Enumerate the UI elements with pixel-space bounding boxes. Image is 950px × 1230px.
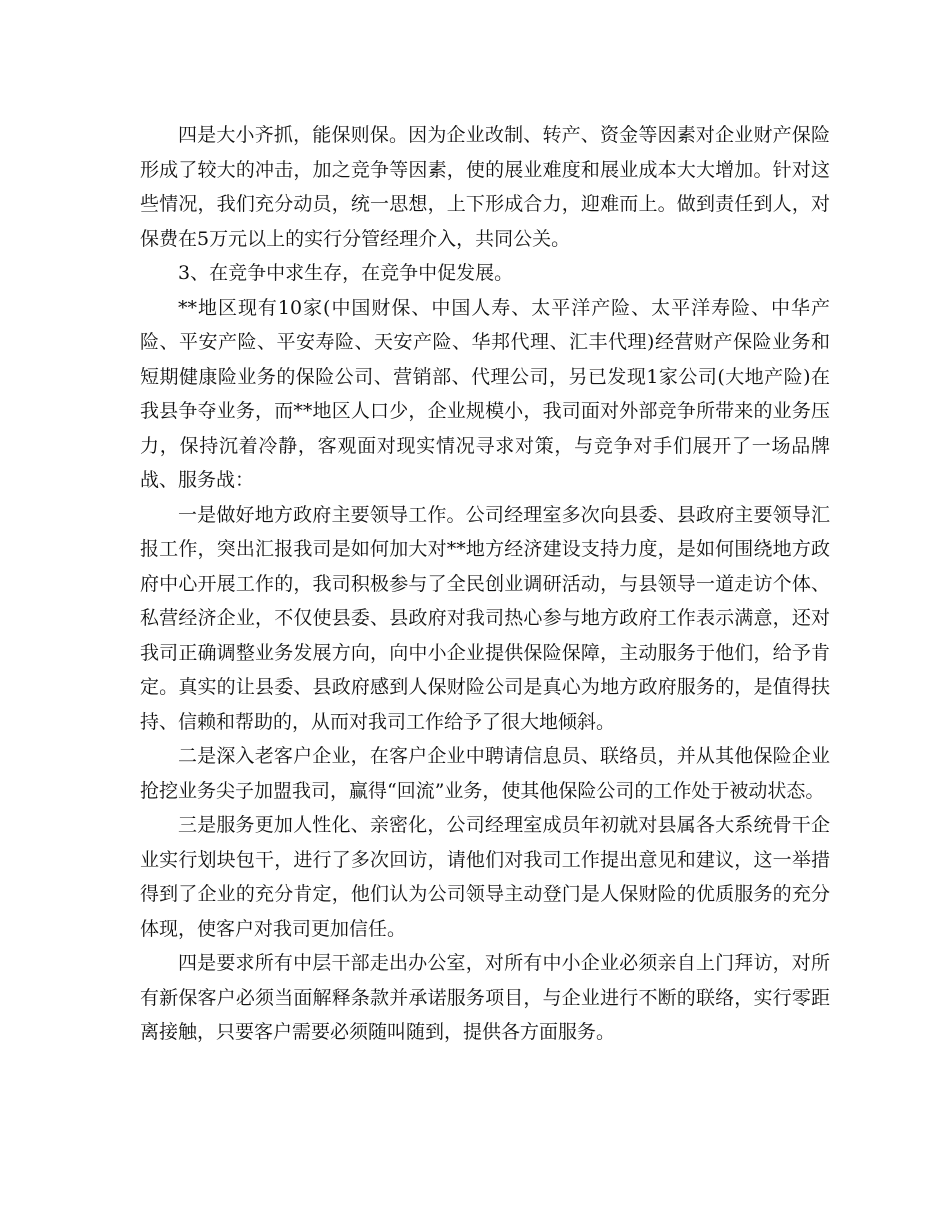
- paragraph-point-four-coverage: 四是大小齐抓，能保则保。因为企业改制、转产、资金等因素对企业财产保险形成了较大的冲击，加之竞争等因素，使的展业难度和展业成本大大增加。针对这些情况，我们充分动员，统一思想，上下形成合力，迎难而上。做到责任到人，对保费在5万元以上的实行分管经理介入，共同公关。: [140, 124, 830, 250]
- section-heading-competition: 3、在竞争中求生存，在竞争中促发展。: [178, 262, 514, 284]
- paragraph-point-one-government: 一是做好地方政府主要领导工作。公司经理室多次向县委、县政府主要领导汇报工作，突出汇报我司是如何加大对**地方经济建设支持力度，是如何围绕地方政府中心开展工作的，我司积极参与了全民创业调研活动，与县领导一道走访个体、私营经济企业，不仅使县委、县政府对我司热心参与地方政府工作表示满意，还对我司正确调整业务发展方向，向中小企业提供保险保障，主动服务于他们，给予肯定。真实的让县委、县政府感到人保财险公司是真心为地方政府服务的，是值得扶持、信赖和帮助的，从而对我司工作给予了很大地倾斜。: [140, 503, 830, 733]
- document-body: [140, 118, 830, 1050]
- paragraph-point-four-visits: 四是要求所有中层干部走出办公室，对所有中小企业必须亲自上门拜访，对所有新保客户必须当面解释条款并承诺服务项目，与企业进行不断的联络，实行零距离接触，只要客户需要必须随叫随到，提供各方面服务。: [140, 952, 830, 1043]
- paragraph-point-three-service: 三是服务更加人性化、亲密化，公司经理室成员年初就对县属各大系统骨干企业实行划块包干，进行了多次回访，请他们对我司工作提出意见和建议，这一举措得到了企业的充分肯定，他们认为公司领导主动登门是人保财险的优质服务的充分体现，使客户对我司更加信任。: [140, 814, 830, 940]
- paragraph-point-two-old-clients: 二是深入老客户企业，在客户企业中聘请信息员、联络员，并从其他保险企业抢挖业务尖子加盟我司，赢得“回流”业务，使其他保险公司的工作处于被动状态。: [140, 745, 830, 802]
- paragraph-regional-competitors: **地区现有10家(中国财保、中国人寿、太平洋产险、太平洋寿险、中华产险、平安产险、平安寿险、天安产险、华邦代理、汇丰代理)经营财产保险业务和短期健康险业务的保险公司、营销部、代理公司，另已发现1家公司(大地产险)在我县争夺业务，而**地区人口少，企业规模小，我司面对外部竞争所带来的业务压力，保持沉着冷静，客观面对现实情况寻求对策，与竞争对手们展开了一场品牌战、服务战：: [140, 296, 830, 491]
